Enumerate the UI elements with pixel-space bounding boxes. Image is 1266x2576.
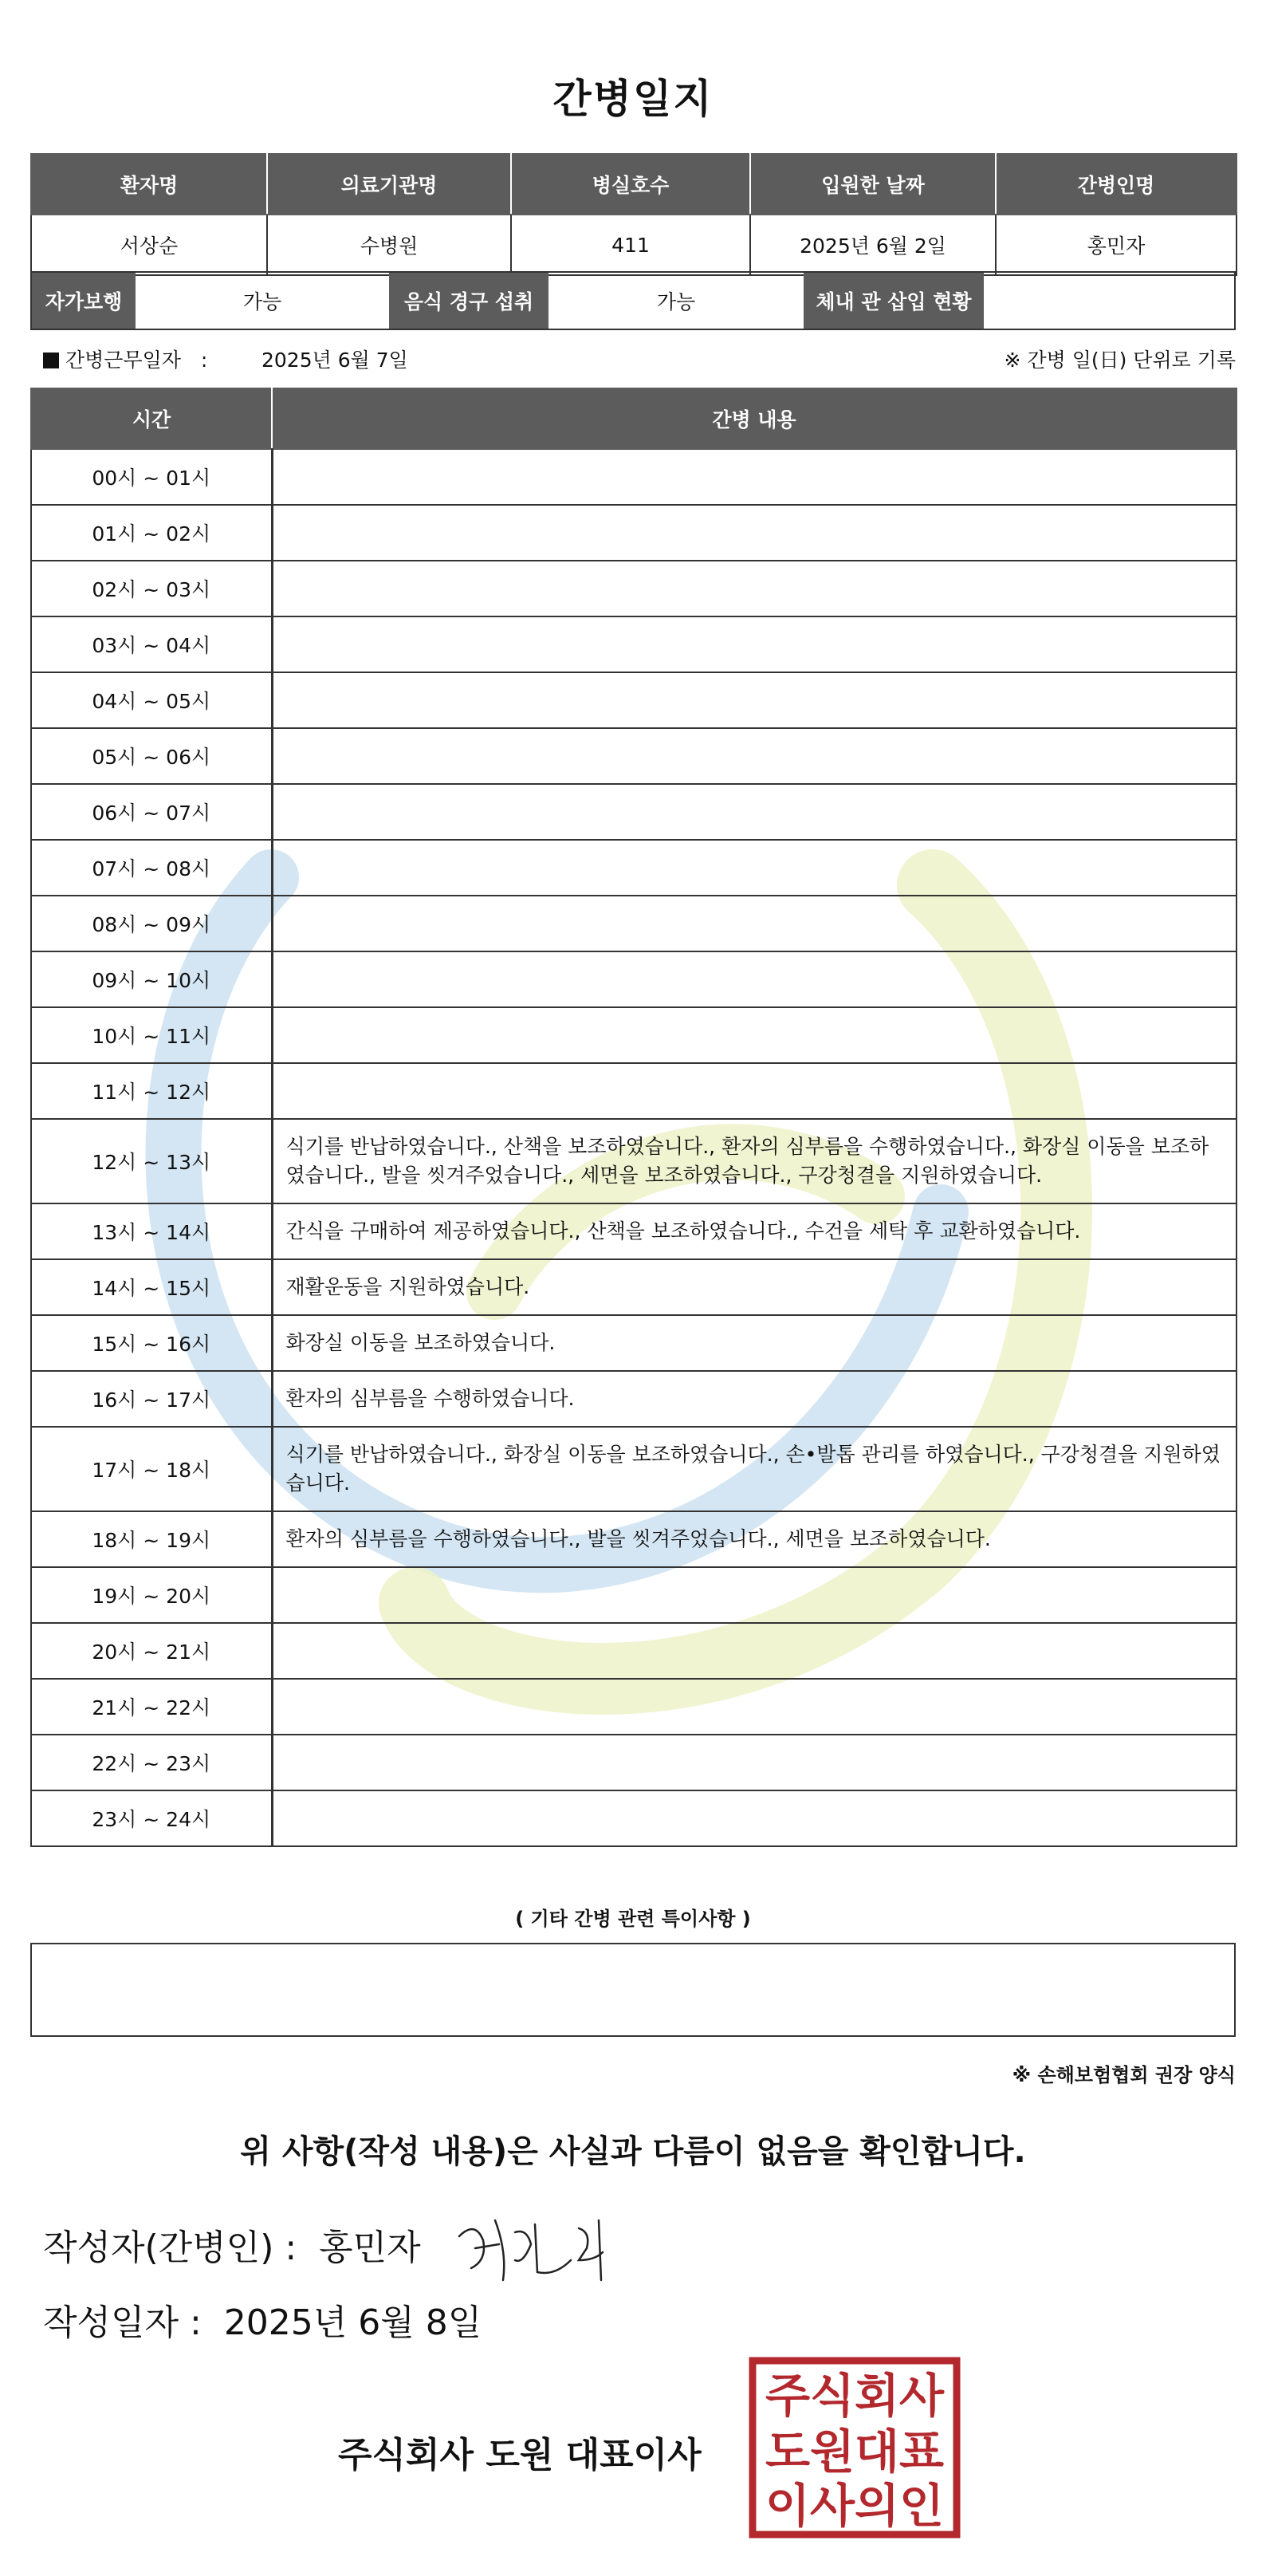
patient-status-row <box>30 271 1236 330</box>
log-content <box>272 1679 1237 1735</box>
log-time: 13시 ~ 14시 <box>31 1203 272 1259</box>
log-content <box>272 1063 1237 1119</box>
handwritten-signature <box>451 2204 611 2292</box>
room-number: 411 <box>511 215 750 275</box>
log-time: 18시 ~ 19시 <box>31 1511 272 1567</box>
log-time: 16시 ~ 17시 <box>31 1371 272 1427</box>
log-time: 07시 ~ 08시 <box>31 840 272 896</box>
header-caregiver-name: 간병인명 <box>996 154 1237 215</box>
tube-label: 체내 관 삽입 현황 <box>804 273 984 329</box>
patient-name: 서상순 <box>31 215 267 275</box>
writer-label: 작성자(간병인) : <box>43 2227 297 2268</box>
log-time: 03시 ~ 04시 <box>31 616 272 672</box>
square-bullet-icon <box>43 353 59 368</box>
admission-date: 2025년 6월 2일 <box>750 215 996 275</box>
write-date-line <box>43 2294 482 2345</box>
log-row <box>31 951 1237 1007</box>
company-representative: 주식회사 도원 대표이사 <box>338 2435 702 2476</box>
header-patient-name: 환자명 <box>31 154 267 215</box>
hospital-name: 수병원 <box>267 215 511 275</box>
log-content <box>272 616 1237 672</box>
log-time: 01시 ~ 02시 <box>31 505 272 561</box>
log-content <box>272 784 1237 840</box>
log-row <box>31 505 1237 561</box>
log-content <box>272 840 1237 896</box>
log-content <box>272 1623 1237 1679</box>
log-row <box>31 449 1237 505</box>
log-content <box>272 1567 1237 1623</box>
log-content: 화장실 이동을 보조하였습니다. <box>272 1315 1237 1371</box>
walk-value: 가능 <box>242 290 282 313</box>
log-row <box>31 561 1237 616</box>
log-time: 12시 ~ 13시 <box>31 1119 272 1203</box>
work-date-value: 2025년 6월 7일 <box>261 349 408 372</box>
log-row <box>31 1063 1237 1119</box>
care-log-table <box>30 388 1237 1847</box>
tube-value <box>984 273 1234 329</box>
log-row <box>31 1427 1237 1511</box>
log-time: 04시 ~ 05시 <box>31 672 272 728</box>
log-row <box>31 1371 1237 1427</box>
log-content <box>272 561 1237 616</box>
log-row <box>31 728 1237 784</box>
patient-info-table <box>30 153 1237 276</box>
log-row <box>31 1315 1237 1371</box>
log-time: 06시 ~ 07시 <box>31 784 272 840</box>
log-content <box>272 449 1237 505</box>
log-time: 17시 ~ 18시 <box>31 1427 272 1511</box>
oral-intake-value: 가능 <box>656 290 696 313</box>
log-row <box>31 896 1237 951</box>
log-row <box>31 840 1237 896</box>
log-time: 21시 ~ 22시 <box>31 1679 272 1735</box>
log-content: 환자의 심부름을 수행하였습니다. <box>272 1371 1237 1427</box>
log-row <box>31 1203 1237 1259</box>
log-time: 15시 ~ 16시 <box>31 1315 272 1371</box>
walk-label: 자가보행 <box>32 273 136 329</box>
log-row <box>31 784 1237 840</box>
seal-line-2: 도원대표 <box>765 2424 945 2479</box>
seal-line-3: 이사의인 <box>765 2479 945 2533</box>
header-room-number: 병실호수 <box>511 154 750 215</box>
writer-name: 홍민자 <box>319 2227 421 2268</box>
log-row <box>31 616 1237 672</box>
log-time: 22시 ~ 23시 <box>31 1735 272 1790</box>
log-time: 05시 ~ 06시 <box>31 728 272 784</box>
write-date-label: 작성일자 : <box>43 2302 202 2343</box>
log-row <box>31 1679 1237 1735</box>
header-time: 시간 <box>31 388 272 449</box>
log-time: 23시 ~ 24시 <box>31 1790 272 1846</box>
log-content: 식기를 반납하였습니다., 화장실 이동을 보조하였습니다., 손•발톱 관리를 하였습니다., 구강청결을 지원하였습니다. <box>272 1427 1237 1511</box>
log-row <box>31 1007 1237 1063</box>
log-content <box>272 1735 1237 1790</box>
log-content <box>272 505 1237 561</box>
log-row <box>31 1790 1237 1846</box>
log-time: 10시 ~ 11시 <box>31 1007 272 1063</box>
log-content <box>272 896 1237 951</box>
caregiver-name: 홍민자 <box>996 215 1237 275</box>
log-content: 재활운동을 지원하였습니다. <box>272 1259 1237 1315</box>
log-row <box>31 1623 1237 1679</box>
log-time: 19시 ~ 20시 <box>31 1567 272 1623</box>
write-date-value: 2025년 6월 8일 <box>223 2302 482 2343</box>
document-title: 간병일지 <box>552 76 714 122</box>
oral-intake-label: 음식 경구 섭취 <box>389 273 548 329</box>
log-content: 식기를 반납하였습니다., 산책을 보조하였습니다., 환자의 심부름을 수행하였습니다., 화장실 이동을 보조하였습니다., 발을 씻겨주었습니다., 세면을 보조하였습니다., 구강청결을 지원하였습니다. <box>272 1119 1237 1203</box>
log-time: 20시 ~ 21시 <box>31 1623 272 1679</box>
log-row <box>31 1567 1237 1623</box>
log-time: 02시 ~ 03시 <box>31 561 272 616</box>
log-content <box>272 951 1237 1007</box>
log-content: 간식을 구매하여 제공하였습니다., 산책을 보조하였습니다., 수건을 세탁 후 교환하였습니다. <box>272 1203 1237 1259</box>
header-admission-date: 입원한 날짜 <box>750 154 996 215</box>
log-time: 09시 ~ 10시 <box>31 951 272 1007</box>
seal-line-1: 주식회사 <box>765 2369 945 2423</box>
log-row <box>31 1511 1237 1567</box>
work-date-line <box>30 345 1236 376</box>
log-content <box>272 1790 1237 1846</box>
header-care-content: 간병 내용 <box>272 388 1237 449</box>
log-row <box>31 1735 1237 1790</box>
log-content <box>272 728 1237 784</box>
log-time: 08시 ~ 09시 <box>31 896 272 951</box>
confirmation-statement: 위 사항(작성 내용)은 사실과 다름이 없음을 확인합니다. <box>240 2133 1026 2170</box>
company-seal-stamp <box>748 2356 961 2539</box>
etc-notes-title: ( 기타 간병 관련 특이사항 ) <box>515 1908 751 1930</box>
record-unit-note: ※ 간병 일(日) 단위로 기록 <box>1004 349 1236 372</box>
log-time: 00시 ~ 01시 <box>31 449 272 505</box>
form-source-note: ※ 손해보험협회 권장 양식 <box>1012 2064 1236 2086</box>
log-row <box>31 1119 1237 1203</box>
log-content: 환자의 심부름을 수행하였습니다., 발을 씻겨주었습니다., 세면을 보조하였습니다. <box>272 1511 1237 1567</box>
work-date-label: 간병근무일자 : <box>65 349 208 372</box>
etc-notes-box <box>30 1943 1236 2037</box>
log-content <box>272 1007 1237 1063</box>
header-hospital-name: 의료기관명 <box>267 154 511 215</box>
log-row <box>31 1259 1237 1315</box>
log-time: 11시 ~ 12시 <box>31 1063 272 1119</box>
log-content <box>272 672 1237 728</box>
writer-line <box>43 2219 421 2270</box>
log-row <box>31 672 1237 728</box>
log-time: 14시 ~ 15시 <box>31 1259 272 1315</box>
